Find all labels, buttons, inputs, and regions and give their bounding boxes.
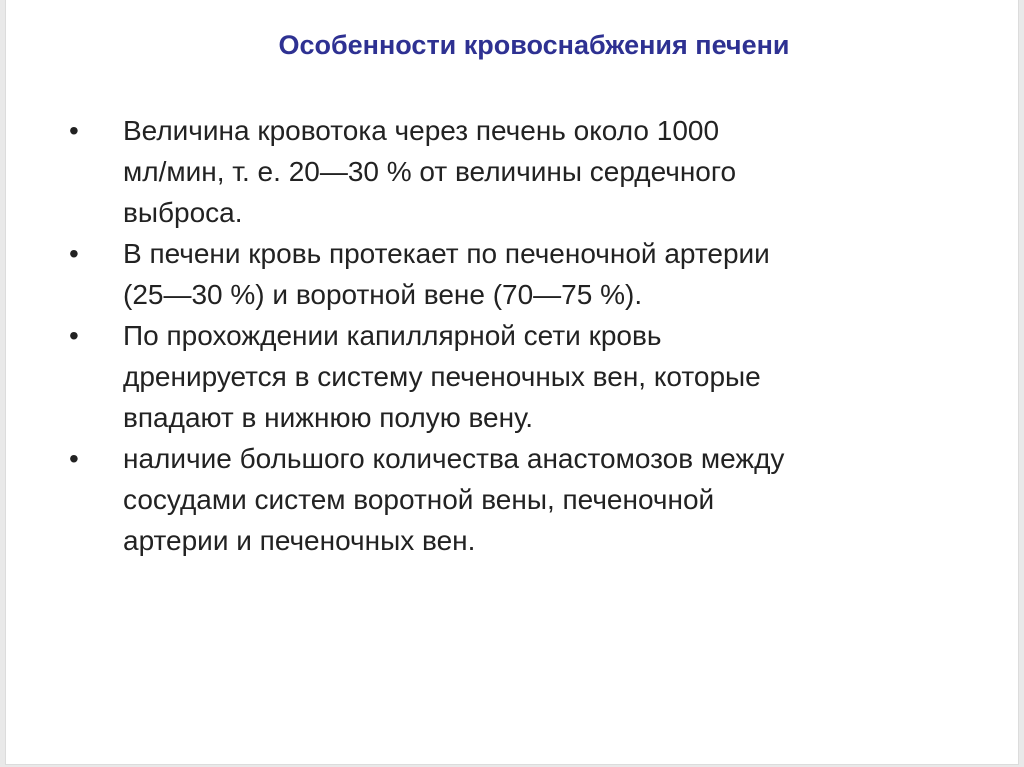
bullet-list (6, 110, 1020, 561)
bullet-icon: • (69, 320, 79, 351)
bullet-line: впадают в нижнюю полую вену. (123, 402, 534, 433)
bullet-line: выброса. (123, 197, 243, 228)
bullet-line: сосудами систем воротной вены, печеночной (123, 484, 715, 515)
bullet-line: В печени кровь протекает по печеночной артерии (123, 238, 770, 269)
bullet-text (123, 233, 949, 315)
bullet-line: артерии и печеночных вен. (123, 525, 476, 556)
bullet-line: наличие большого количества анастомозов между (123, 443, 785, 474)
bullet-line: Величина кровотока через печень около 1000 (123, 115, 720, 146)
bullet-icon: • (69, 443, 79, 474)
bullet-line: По прохождении капиллярной сети кровь (123, 320, 662, 351)
slide-title: Особенности кровоснабжения печени (278, 30, 790, 60)
bullet-item (6, 315, 1020, 438)
bullet-line: дренируется в систему печеночных вен, которые (123, 361, 761, 392)
bullet-item (6, 438, 1020, 561)
bullet-item (6, 233, 1020, 315)
bullet-text (123, 315, 949, 438)
slide (5, 0, 1019, 765)
bullet-text (123, 110, 949, 233)
bullet-line: мл/мин, т. е. 20—30 % от величины сердечного (123, 156, 737, 187)
bullet-text (123, 438, 949, 561)
bullet-line: (25—30 %) и воротной вене (70—75 %). (123, 279, 643, 310)
bullet-item (6, 110, 1020, 233)
bullet-icon: • (69, 238, 79, 269)
bullet-icon: • (69, 115, 79, 146)
